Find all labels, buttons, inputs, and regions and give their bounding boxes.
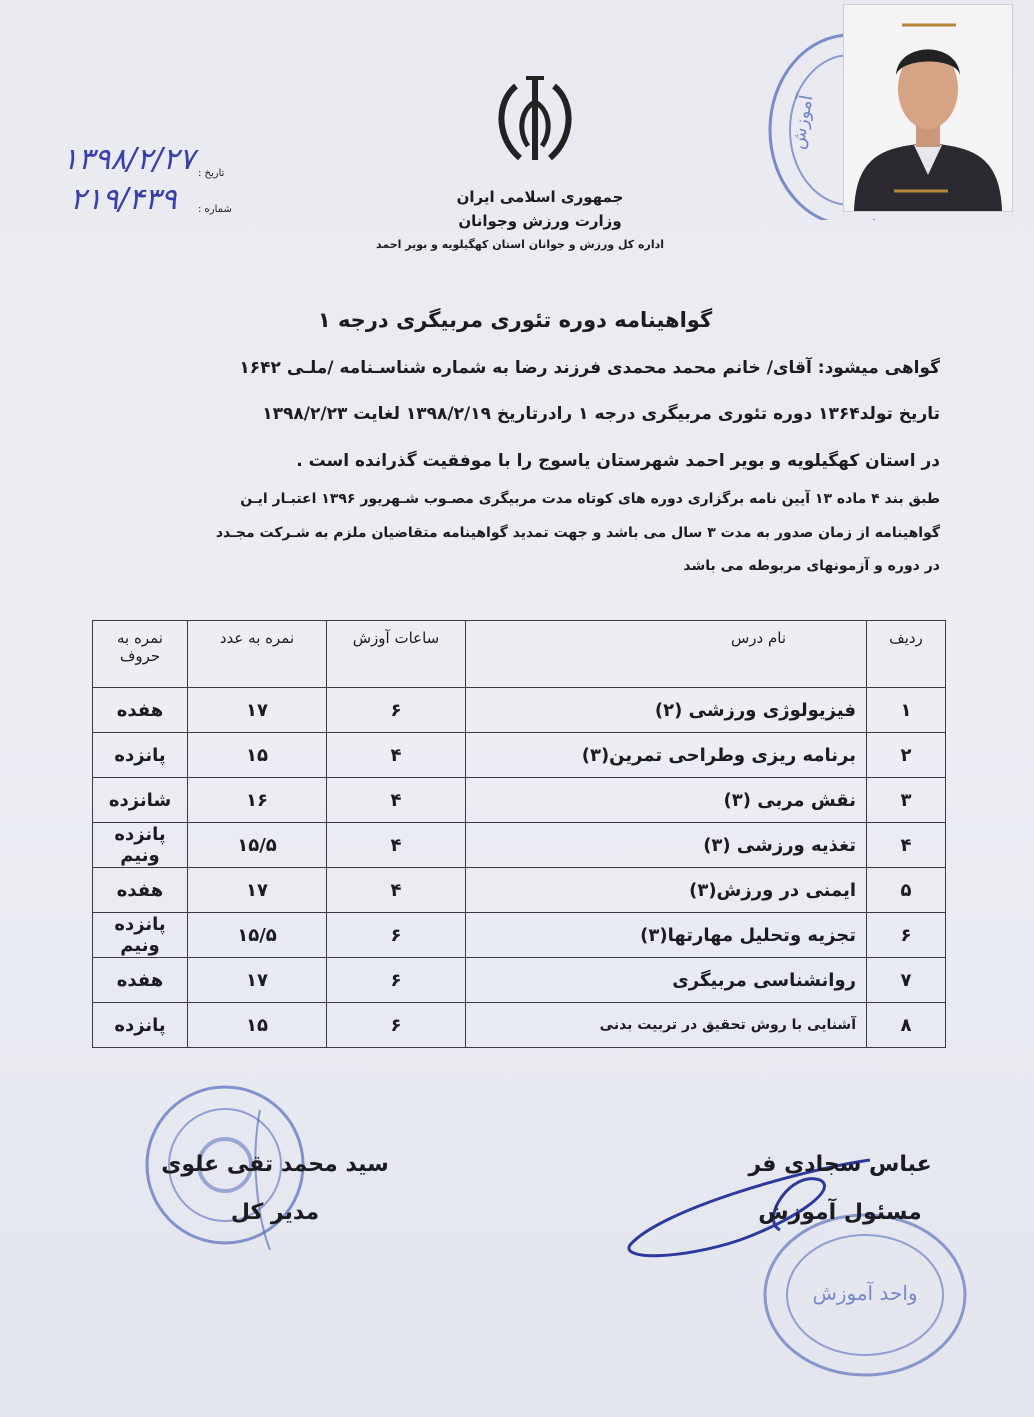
validity-note-line-2: گواهینامه از زمان صدور به مدت ۳ سال می باشد و جهت تمدید گواهینامه متقاضیان ملزم به شـرکت مجـدد bbox=[215, 525, 940, 541]
validity-note-line-3: در دوره و آزمونهای مربوطه می باشد bbox=[683, 558, 940, 574]
grades-table bbox=[92, 620, 946, 1048]
score-words-cell: پانزده ونیم bbox=[93, 913, 188, 958]
row-number-cell: ۸ bbox=[867, 1003, 946, 1048]
svg-text:واحد آموزش: واحد آموزش bbox=[812, 1281, 918, 1305]
header-score-number: نمره به عدد bbox=[188, 621, 327, 688]
score-words-cell: شانزده bbox=[93, 778, 188, 823]
header-hours: ساعات آوزش bbox=[327, 621, 466, 688]
hours-cell: ۶ bbox=[327, 688, 466, 733]
hours-cell: ۴ bbox=[327, 733, 466, 778]
course-name-cell: تجزیه وتحلیل مهارتها(۳) bbox=[466, 913, 867, 958]
score-number-cell: ۱۷ bbox=[188, 688, 327, 733]
education-officer-name: عباس سجادی فر bbox=[748, 1152, 932, 1177]
country-name: جمهوری اسلامی ایران bbox=[456, 188, 624, 206]
course-name-cell: نقش مربی (۳) bbox=[466, 778, 867, 823]
course-name-cell: برنامه ریزی وطراحی تمرین(۳) bbox=[466, 733, 867, 778]
right-official-stamp-icon bbox=[755, 1200, 970, 1380]
score-number-cell: ۱۵/۵ bbox=[188, 823, 327, 868]
course-name-cell: آشنایی با روش تحقیق در تربیت بدنی bbox=[466, 1003, 867, 1048]
director-title: مدیر کل bbox=[230, 1200, 320, 1225]
score-number-cell: ۱۷ bbox=[188, 868, 327, 913]
score-number-cell: ۱۵ bbox=[188, 1003, 327, 1048]
score-number-cell: ۱۷ bbox=[188, 958, 327, 1003]
score-number-cell: ۱۵ bbox=[188, 733, 327, 778]
ministry-name: وزارت ورزش وجوانان bbox=[458, 212, 622, 230]
score-words-cell: هفده bbox=[93, 688, 188, 733]
education-officer-title: مسئول آموزش bbox=[758, 1200, 922, 1225]
hours-cell: ۶ bbox=[327, 913, 466, 958]
table-row bbox=[93, 958, 946, 1003]
table-row bbox=[93, 688, 946, 733]
score-words-cell: پانزده bbox=[93, 733, 188, 778]
hours-cell: ۴ bbox=[327, 868, 466, 913]
score-number-cell: ۱۶ bbox=[188, 778, 327, 823]
svg-text:آموزش: آموزش bbox=[787, 93, 818, 151]
certificate-text-line-2: تاریخ تولد۱۳۶۴ دوره تئوری مربیگری درجه ۱ رادرتاریخ ۱۳۹۸/۲/۱۹ لغایت ۱۳۹۸/۲/۲۳ bbox=[262, 404, 940, 424]
row-number-cell: ۴ bbox=[867, 823, 946, 868]
number-label: شماره : bbox=[198, 204, 232, 215]
score-words-cell: پانزده bbox=[93, 1003, 188, 1048]
hours-cell: ۶ bbox=[327, 958, 466, 1003]
table-row bbox=[93, 823, 946, 868]
table-row bbox=[93, 733, 946, 778]
certificate-text-line-3: در استان کهگیلویه و بویر احمد شهرستان یاسوج را با موفقیت گذرانده است . bbox=[296, 451, 940, 471]
director-name: سید محمد تقی علوی bbox=[161, 1152, 389, 1177]
score-words-cell: هفده bbox=[93, 868, 188, 913]
portrait-icon bbox=[844, 5, 1012, 211]
handwritten-number: ۲۱۹/۴۳۹ bbox=[70, 182, 177, 217]
header-row-number: ردیف bbox=[867, 621, 946, 688]
course-name-cell: تغذیه ورزشی (۳) bbox=[466, 823, 867, 868]
table-row bbox=[93, 868, 946, 913]
certificate-text-line-1: گواهی میشود: آقای/ خانم محمد محمدی فرزند رضا به شماره شناسـنامه /ملـی ۱۶۴۲ bbox=[239, 358, 940, 378]
table-row bbox=[93, 913, 946, 958]
course-name-cell: روانشناسی مربیگری bbox=[466, 958, 867, 1003]
row-number-cell: ۱ bbox=[867, 688, 946, 733]
header-course-name: نام درس bbox=[466, 621, 867, 688]
row-number-cell: ۳ bbox=[867, 778, 946, 823]
hours-cell: ۴ bbox=[327, 823, 466, 868]
course-name-cell: فیزیولوژی ورزشی (۲) bbox=[466, 688, 867, 733]
date-label: تاریخ : bbox=[198, 168, 225, 179]
department-name: اداره کل ورزش و جوانان استان کهگیلویه و بویر احمد bbox=[375, 238, 665, 251]
hours-cell: ۶ bbox=[327, 1003, 466, 1048]
applicant-photo bbox=[843, 4, 1013, 212]
validity-note-line-1: طبق بند ۴ ماده ۱۳ آیین نامه برگزاری دوره های کوتاه مدت مربیگری مصـوب شـهریور ۱۳۹۶ اعتبـار ایـن bbox=[240, 491, 940, 507]
table-row bbox=[93, 778, 946, 823]
course-name-cell: ایمنی در ورزش(۳) bbox=[466, 868, 867, 913]
row-number-cell: ۷ bbox=[867, 958, 946, 1003]
handwritten-date: ۱۳۹۸/۲/۲۷ bbox=[62, 142, 196, 177]
iran-emblem-icon bbox=[490, 72, 580, 172]
certificate-title: گواهینامه دوره تئوری مربیگری درجه ۱ bbox=[317, 308, 713, 332]
header-score-words: نمره به حروف bbox=[93, 621, 188, 688]
table-row bbox=[93, 1003, 946, 1048]
row-number-cell: ۲ bbox=[867, 733, 946, 778]
table-header-row bbox=[93, 621, 946, 688]
hours-cell: ۴ bbox=[327, 778, 466, 823]
row-number-cell: ۶ bbox=[867, 913, 946, 958]
row-number-cell: ۵ bbox=[867, 868, 946, 913]
score-number-cell: ۱۵/۵ bbox=[188, 913, 327, 958]
score-words-cell: پانزده ونیم bbox=[93, 823, 188, 868]
score-words-cell: هفده bbox=[93, 958, 188, 1003]
